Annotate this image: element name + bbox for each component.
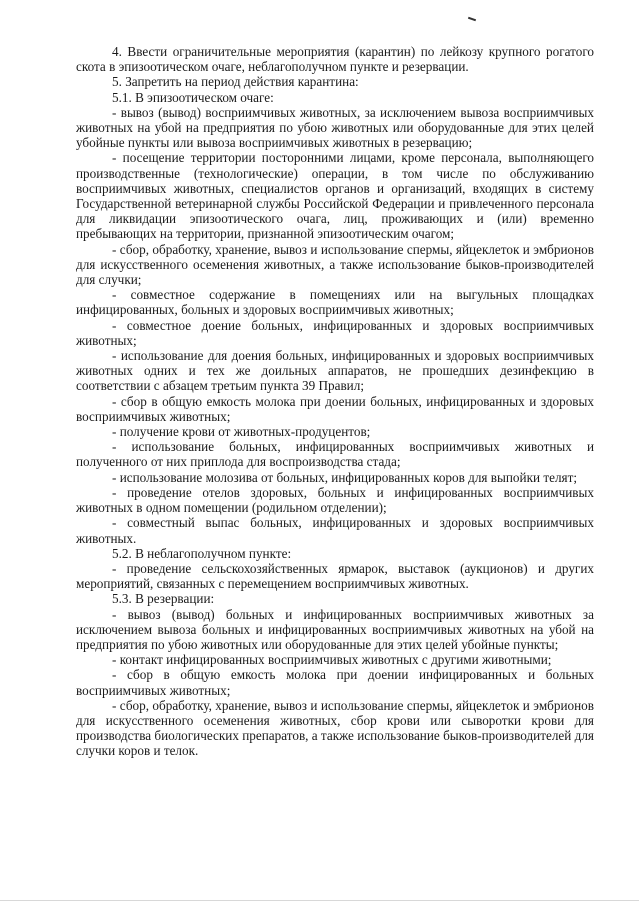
list-item: - посещение территории посторонними лицами, кроме персонала, выполняющего производственные (технологические) операции, в том числе по обслуживанию восприимчивых животных, специалистов органов и организаций, входящих в систему Государственной ветеринарной службы Российской Федерации и привлеченного персонала для ликвидации эпизоотического очага, лиц, проживающих и (или) временно пребывающих на территории, признанной эпизоотическим очагом; — [76, 150, 594, 242]
list-item: - сбор в общую емкость молока при доении инфицированных и больных восприимчивых животных; — [76, 667, 594, 698]
list-item: - сбор, обработку, хранение, вывоз и использование спермы, яйцеклеток и эмбрионов для искусственного осеменения животных, сбор крови или сыворотки крови для производства биологических препаратов, а также использование быков-производителей для случки коров и телок. — [76, 697, 594, 759]
list-item: - вывоз (вывод) восприимчивых животных, за исключением вывоза восприимчивых животных на убой на предприятия по убою животных или оборудованные для этих целей убойные пункты или вывоза восприимчивых животных в резервацию; — [76, 104, 594, 151]
list-item: - использование молозива от больных, инфицированных коров для выпойки телят; — [112, 469, 578, 485]
document-body — [76, 44, 594, 759]
list-item: - получение крови от животных-продуцентов; — [112, 424, 371, 440]
list-item: - использование больных, инфицированных восприимчивых животных и полученного от них приплода для воспроизводства стада; — [76, 439, 594, 470]
paragraph-5-1: 5.1. В эпизоотическом очаге: — [112, 89, 274, 105]
list-item: - проведение сельскохозяйственных ярмарок, выставок (аукционов) и других мероприятий, связанных с перемещением восприимчивых животных. — [76, 560, 594, 592]
page-bottom-edge — [0, 900, 639, 901]
paragraph-5: 5. Запретить на период действия карантина: — [112, 74, 359, 90]
list-item: - совместный выпас больных, инфицированных и здоровых восприимчивых животных. — [76, 515, 594, 546]
list-item: - контакт инфицированных восприимчивых животных с другими животными; — [112, 652, 552, 668]
list-item: - использование для доения больных, инфицированных и здоровых восприимчивых животных одних и тех же доильных аппаратов, не прошедших дезинфекцию в соответствии с абзацем третьим пункта 39 Правил; — [76, 348, 594, 394]
scan-mark — [468, 17, 476, 22]
paragraph-5-3: 5.3. В резервации: — [112, 591, 215, 607]
list-item: - совместное содержание в помещениях или на выгульных площадках инфицированных, больных и здоровых восприимчивых животных; — [76, 287, 594, 318]
list-item: - сбор в общую емкость молока при доении больных, инфицированных и здоровых восприимчивых животных; — [76, 393, 594, 424]
list-item: - сбор, обработку, хранение, вывоз и использование спермы, яйцеклеток и эмбрионов для искусственного осеменения животных, а также использование быков-производителей для случки; — [76, 241, 594, 288]
paragraph-5-2: 5.2. В неблагополучном пункте: — [112, 545, 292, 561]
list-item: - проведение отелов здоровых, больных и инфицированных восприимчивых животных в одном помещении (родильном отделении); — [76, 484, 594, 516]
list-item: - совместное доение больных, инфицированных и здоровых восприимчивых животных; — [76, 317, 594, 348]
list-item: - вывоз (вывод) больных и инфицированных восприимчивых животных за исключением вывоза больных и инфицированных восприимчивых животных на убой на предприятия по убою животных или оборудованные для этих целей убойные пункты; — [76, 606, 594, 652]
paragraph-4: 4. Ввести ограничительные мероприятия (карантин) по лейкозу крупного рогатого скота в эпизоотическом очаге, неблагополучном пункте и резервации. — [76, 44, 594, 75]
